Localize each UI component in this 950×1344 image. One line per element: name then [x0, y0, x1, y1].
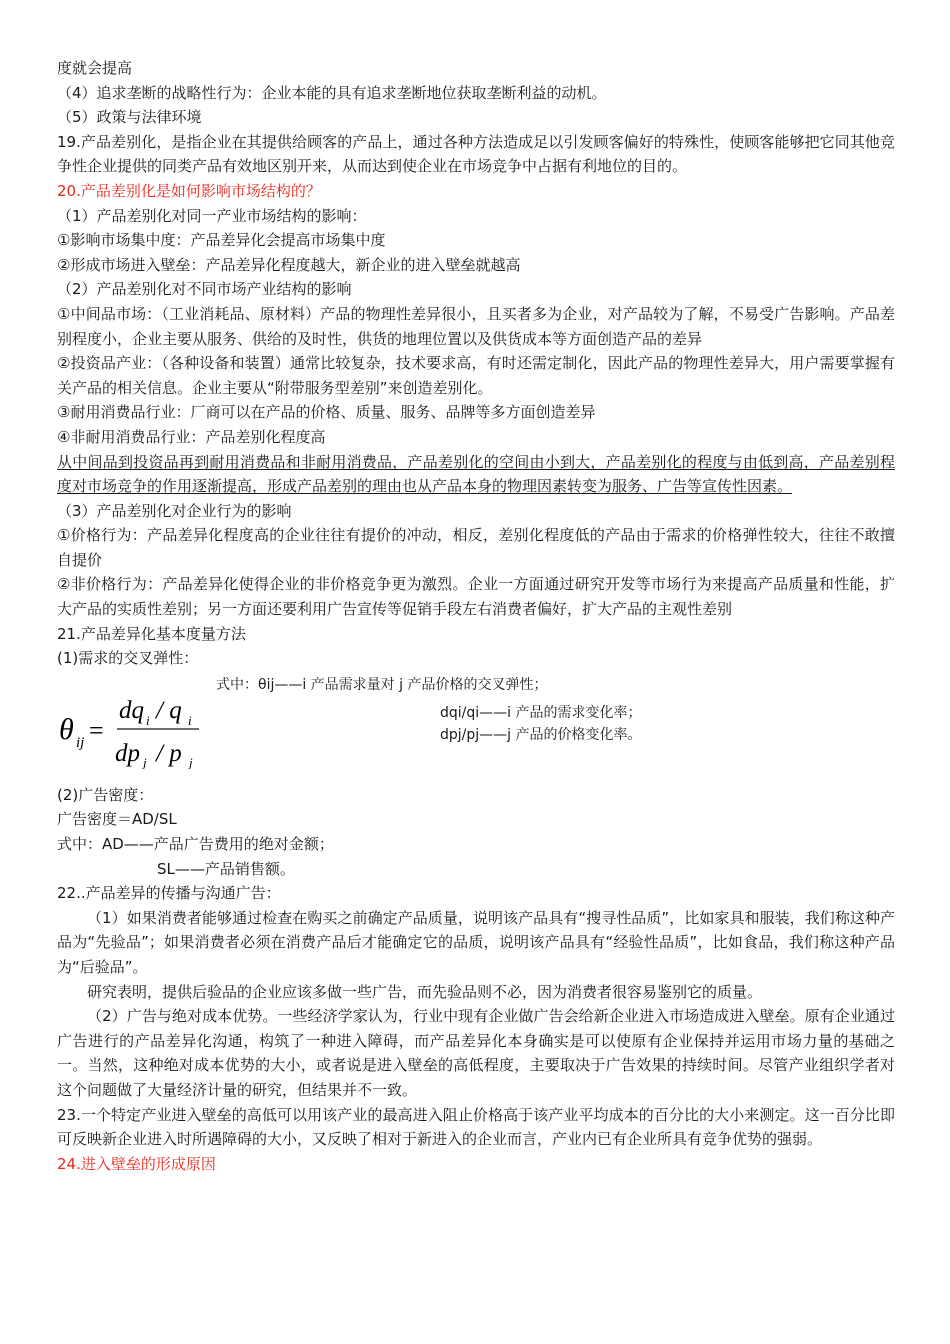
text-line: （5）政策与法律环境: [57, 108, 202, 127]
list-item: ④非耐用消费品行业：产品差别化程度高: [57, 427, 326, 446]
underlined-summary: 从中间品到投资品再到耐用消费品和非耐用消费品，产品差别化的空间由小到大，产品差别化的程度与由低到高，产品差别程度对市场竞争的作用逐渐提高，形成产品差别的理由也从产品本身的物理因素转变为服务、广告等宣传性因素。: [57, 452, 895, 496]
formula-desc-theta: 式中：θij——i 产品需求量对 j 产品价格的交叉弹性；: [216, 676, 548, 693]
list-item: ③耐用消费品行业：厂商可以在产品的价格、质量、服务、品牌等多方面创造差异: [57, 403, 596, 422]
formula-desc-p: dpj/pj——j 产品的价格变化率。: [440, 726, 642, 743]
heading-20: 20.产品差别化是如何影响市场结构的？: [57, 181, 321, 200]
paragraph: （2）广告与绝对成本优势。一些经济学家认为，行业中现有企业做广告会给新企业进入市场造成进入壁垒。原有企业通过广告进行的产品差异化沟通，构筑了一种进入障碍，而产品差异化本身确实是可以使原有企业保持并运用市场力量的基础之一。当然，这种绝对成本优势的大小，或者说是进入壁垒的高低程度，主要取决于广告效果的持续时间。尽管产业组织学者对这个问题做了大量经济计量的研究，但结果并不一致。: [57, 1007, 895, 1099]
formula-lhs-sub: ij: [76, 734, 85, 751]
subheading: （3）产品差别化对企业行为的影响: [57, 501, 292, 520]
text-line: 度就会提高: [57, 59, 133, 77]
formula-num-div: / q: [156, 696, 182, 724]
formula-graphic: [57, 679, 217, 769]
subheading: （1）产品差别化对同一产业市场结构的影响：: [57, 206, 367, 225]
list-item: ②投资品产业：（各种设备和装置）通常比较复杂，技术要求高，有时还需定制化，因此产品的物理性差异大，用户需要掌握有关产品的相关信息。企业主要从“附带服务型差别”来创造差别化。: [57, 354, 895, 397]
text-line: 广告密度＝AD/SL: [57, 810, 177, 829]
formula-num-sub: i: [146, 712, 150, 728]
method-title: (1)需求的交叉弹性：: [57, 649, 199, 668]
formula-den-div-sub: j: [189, 754, 193, 769]
subheading: （2）产品差别化对不同市场产业结构的影响: [57, 280, 352, 299]
text-line: （4）追求垄断的战略性行为：企业本能的具有追求垄断地位获取垄断利益的动机。: [57, 83, 607, 102]
cross-elasticity-formula: [57, 675, 895, 775]
paragraph-23: 23.一个特定产业进入壁垒的高低可以用该产业的最高进入阻止价格高于该产业平均成本的百分比的大小来测定。这一百分比即可反映新企业进入时所遇障碍的大小，又反映了相对于新进入的企业而言，产业内已有企业所具有竞争优势的强弱。: [57, 1105, 895, 1149]
formula-equals: =: [89, 715, 104, 745]
paragraph: 研究表明，提供后验品的企业应该多做一些广告，而先验品则不必，因为消费者很容易鉴别它的质量。: [87, 982, 763, 1001]
document-page: [57, 56, 895, 1176]
formula-lhs: θ: [59, 712, 74, 746]
list-item: ①中间品市场：（工业消耗品、原材料）产品的物理性差异很小，且买者多为企业，对产品较为了解，不易受广告影响。产品差别程度小，企业主要从服务、供给的及时性，供货的地理位置以及供货成本等方面创造产品的差异: [57, 304, 895, 348]
formula-den-sub: j: [143, 754, 147, 769]
method-title: (2)广告密度：: [57, 785, 154, 804]
text-line: 式中：AD——产品广告费用的绝对金额；: [57, 835, 334, 854]
heading-24: 24.进入壁垒的形成原因: [57, 1154, 216, 1173]
text-line: SL——产品销售额。: [157, 859, 295, 878]
formula-num-div-sub: i: [188, 712, 192, 728]
heading-22: 22..产品差异的传播与沟通广告：: [57, 884, 281, 903]
formula-den-div: / p: [156, 739, 182, 767]
list-item: ②形成市场进入壁垒：产品差异化程度越大，新企业的进入壁垒就越高: [57, 255, 521, 274]
heading-21: 21.产品差异化基本度量方法: [57, 624, 246, 643]
list-item: ①影响市场集中度：产品差异化会提高市场集中度: [57, 231, 386, 250]
paragraph-19: 19.产品差别化，是指企业在其提供给顾客的产品上，通过各种方法造成足以引发顾客偏好的特殊性，使顾客能够把它同其他竞争性企业提供的同类产品有效地区别开来，从而达到使企业在市场竞争中占据有利地位的目的。: [57, 132, 895, 176]
formula-num: dq: [119, 696, 144, 724]
paragraph: （1）如果消费者能够通过检查在购买之前确定产品质量，说明该产品具有“搜寻性品质”，比如家具和服装，我们称这种产品为“先验品”；如果消费者必须在消费产品后才能确定它的品质，说明该产品具有“经验性品质”，比如食品，我们称这种产品为“后验品”。: [57, 908, 895, 976]
list-item: ②非价格行为：产品差异化使得企业的非价格竞争更为激烈。企业一方面通过研究开发等市场行为来提高产品质量和性能，扩大产品的实质性差别；另一方面还要利用广告宣传等促销手段左右消费者偏好，扩大产品的主观性差别: [57, 575, 895, 619]
list-item: ①价格行为：产品差异化程度高的企业往往有提价的冲动，相反，差别化程度低的产品由于需求的价格弹性较大，往往不敢擅自提价: [57, 526, 895, 569]
formula-den: dp: [115, 739, 140, 767]
formula-desc-q: dqi/qi——i 产品的需求变化率；: [440, 704, 642, 721]
